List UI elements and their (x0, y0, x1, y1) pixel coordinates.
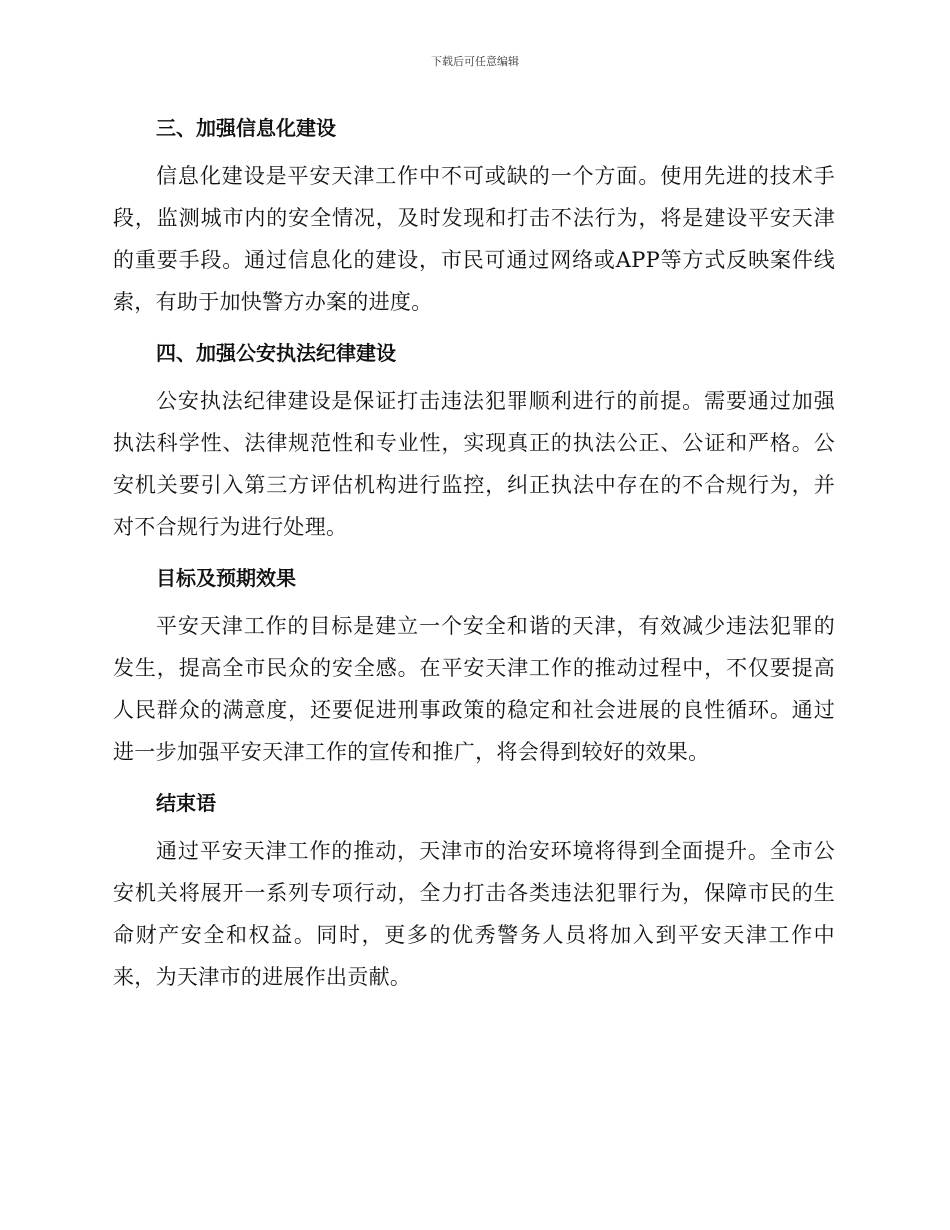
section-paragraph-informatization: 信息化建设是平安天津工作中不可或缺的一个方面。使用先进的技术手段，监测城市内的安全情况，及时发现和打击不法行为，将是建设平安天津的重要手段。通过信息化的建设，市民可通过网络或APP等方式反映案件线索，有助于加快警方办案的进度。 (113, 164, 835, 314)
section-heading-conclusion: 结束语 (156, 791, 216, 815)
section-paragraph-law-enforcement-discipline: 公安执法纪律建设是保证打击违法犯罪顺利进行的前提。需要通过加强执法科学性、法律规范性和专业性，实现真正的执法公正、公证和严格。公安机关要引入第三方评估机构进行监控，纠正执法中存在的不合规行为，并对不合规行为进行处理。 (113, 389, 835, 539)
section-paragraph-goals: 平安天津工作的目标是建立一个安全和谐的天津，有效减少违法犯罪的发生，提高全市民众的安全感。在平安天津工作的推动过程中，不仅要提高人民群众的满意度，还要促进刑事政策的稳定和社会进展的良性循环。通过进一步加强平安天津工作的宣传和推广，将会得到较好的效果。 (113, 614, 835, 764)
section-heading-law-enforcement-discipline: 四、加强公安执法纪律建设 (156, 341, 396, 365)
section-heading-informatization: 三、加强信息化建设 (156, 116, 336, 140)
header-note: 下载后可任意编辑 (431, 55, 519, 68)
section-heading-goals: 目标及预期效果 (156, 566, 296, 590)
document-body (113, 110, 835, 1010)
section-paragraph-conclusion: 通过平安天津工作的推动，天津市的治安环境将得到全面提升。全市公安机关将展开一系列专项行动，全力打击各类违法犯罪行为，保障市民的生命财产安全和权益。同时，更多的优秀警务人员将加入到平安天津工作中来，为天津市的进展作出贡献。 (113, 839, 835, 989)
